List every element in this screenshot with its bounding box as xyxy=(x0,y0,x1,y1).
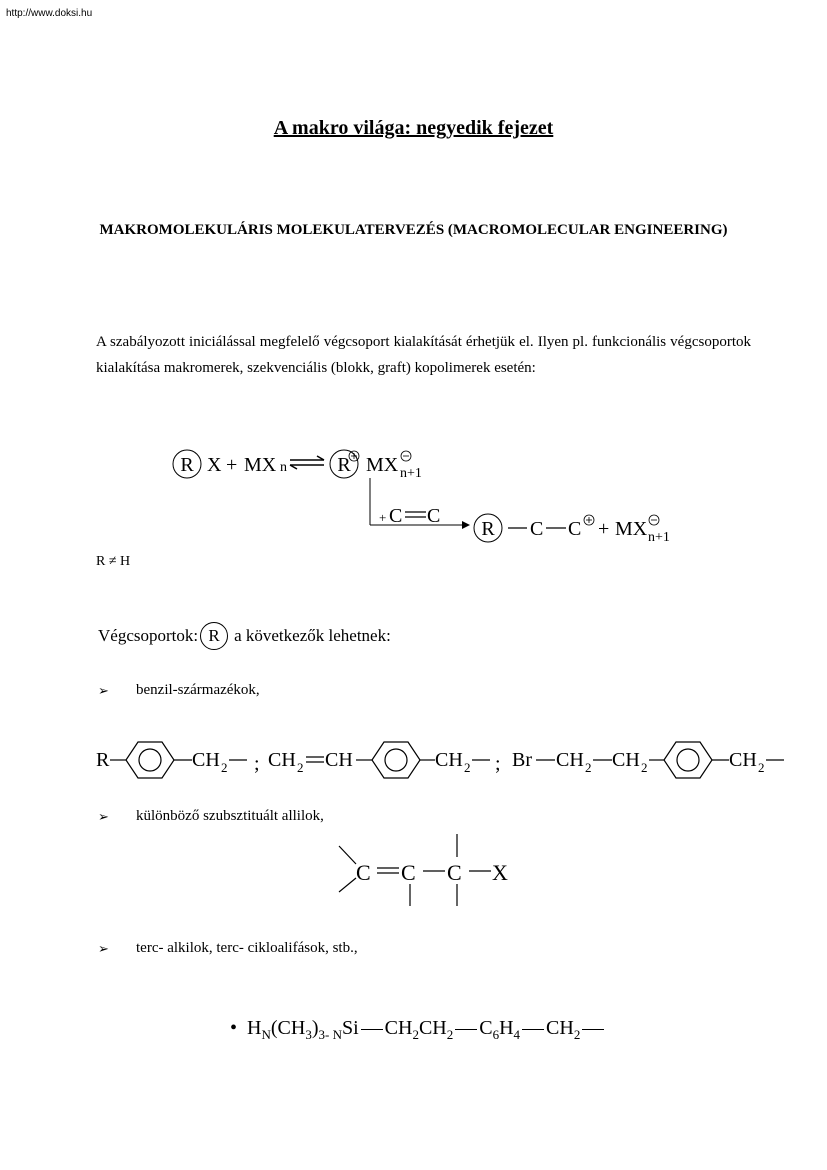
silane-h4: H xyxy=(499,1017,514,1039)
bond xyxy=(582,1029,604,1030)
page-title: A makro világa: negyedik fejezet xyxy=(273,117,554,139)
bromo-br: Br xyxy=(512,749,532,771)
sub-2: 2 xyxy=(641,760,648,775)
sub-4: 4 xyxy=(513,1027,521,1042)
bond xyxy=(455,1029,477,1030)
reaction-mx: MX xyxy=(244,454,277,476)
cc-c2: C xyxy=(427,505,441,527)
allyl-structure xyxy=(0,828,827,912)
silane-h: H xyxy=(247,1017,262,1039)
end-groups-r: R xyxy=(200,622,228,650)
sub-2: 2 xyxy=(464,760,471,775)
product-c1: C xyxy=(530,518,544,540)
sub-2: 2 xyxy=(585,760,592,775)
end-groups-line xyxy=(98,622,391,650)
vinyl-ch: CH xyxy=(325,749,353,771)
benzyl-structures xyxy=(0,730,827,790)
end-groups-after: a következők lehetnek: xyxy=(234,626,391,645)
source-url: http://www.doksi.hu xyxy=(6,8,93,19)
plus-cc: + xyxy=(379,510,387,525)
silane-ch3: (CH xyxy=(270,1017,306,1039)
r-not-h: R ≠ H xyxy=(96,554,131,569)
allyl-x: X xyxy=(492,860,508,885)
list-item-tertiary: terc- alkilok, terc- cikloalifások, stb., xyxy=(136,940,358,956)
benzyl-ch2-2: CH xyxy=(435,749,463,771)
bromo-ch2-1: CH xyxy=(556,749,584,771)
benzene-ring-2 xyxy=(372,742,420,778)
sub-2: 2 xyxy=(221,760,228,775)
sep-1: ; xyxy=(254,753,260,775)
silane-n-sub: N xyxy=(261,1027,271,1042)
silane-close: ) xyxy=(311,1017,319,1039)
benzyl-r: R xyxy=(96,749,110,771)
silane-formula xyxy=(230,1017,606,1043)
list-item-allyl: különböző szubsztituált allilok, xyxy=(136,808,324,824)
product-mx: MX xyxy=(615,518,648,540)
product-c2: C xyxy=(568,518,582,540)
silane-3-sub: 3 xyxy=(305,1027,312,1042)
silane-ch-b: CH xyxy=(418,1017,447,1039)
product-n1: n+1 xyxy=(648,530,670,545)
list-item-benzyl: benzil-származékok, xyxy=(136,682,260,698)
product-plus: + xyxy=(598,518,610,540)
arrow-bullet-icon: ➢ xyxy=(98,684,109,699)
sub-2: 2 xyxy=(758,760,765,775)
sep-2: ; xyxy=(495,753,501,775)
bromo-ch2-2: CH xyxy=(612,749,640,771)
reaction-mx2: MX xyxy=(366,454,399,476)
end-groups-label: Végcsoportok: xyxy=(98,626,199,645)
sub-2: 2 xyxy=(446,1027,454,1042)
reaction-plus: + xyxy=(226,454,238,476)
vinyl-ch2: CH xyxy=(268,749,296,771)
reaction-n: n xyxy=(280,460,287,475)
intro-paragraph: A szabályozott iniciálással megfelelő végcsoport kialakítását érhetjük el. Ilyen pl. funkcionális végcsoportok kialakítása makromerek, szekvenciális (blokk, graft) kopolimerek esetén: xyxy=(96,334,751,376)
reaction-r2: R xyxy=(337,454,351,476)
benzene-ring-1 xyxy=(126,742,174,778)
silane-c: C xyxy=(479,1017,493,1039)
silane-ch-a: CH xyxy=(384,1017,413,1039)
silane-ch2: CH xyxy=(546,1017,574,1039)
silane-si: Si xyxy=(341,1017,359,1039)
sub-2: 2 xyxy=(412,1027,419,1042)
silane-bullet: • xyxy=(230,1017,238,1039)
product-r: R xyxy=(481,518,495,540)
section-heading: MAKROMOLEKULÁRIS MOLEKULATERVEZÉS (MACROMOLECULAR ENGINEERING) xyxy=(99,222,728,238)
sub-2: 2 xyxy=(573,1027,581,1042)
silane-3n-sub: 3- N xyxy=(318,1027,342,1042)
allyl-c1: C xyxy=(356,860,371,885)
reaction-n1: n+1 xyxy=(400,466,422,481)
allyl-c3: C xyxy=(447,860,462,885)
reaction-r: R xyxy=(180,454,194,476)
sub-6: 6 xyxy=(492,1027,500,1042)
reaction-scheme xyxy=(0,430,827,560)
arrow-bullet-icon: ➢ xyxy=(98,942,109,957)
benzyl-ch2-1: CH xyxy=(192,749,220,771)
cc-c1: C xyxy=(389,505,403,527)
arrow-bullet-icon: ➢ xyxy=(98,810,109,825)
sub-2: 2 xyxy=(297,760,304,775)
bromo-ch2-3: CH xyxy=(729,749,757,771)
reaction-x: X xyxy=(207,454,222,476)
bond xyxy=(522,1029,544,1030)
bond xyxy=(361,1029,383,1030)
benzene-ring-3 xyxy=(664,742,712,778)
allyl-c2: C xyxy=(401,860,416,885)
